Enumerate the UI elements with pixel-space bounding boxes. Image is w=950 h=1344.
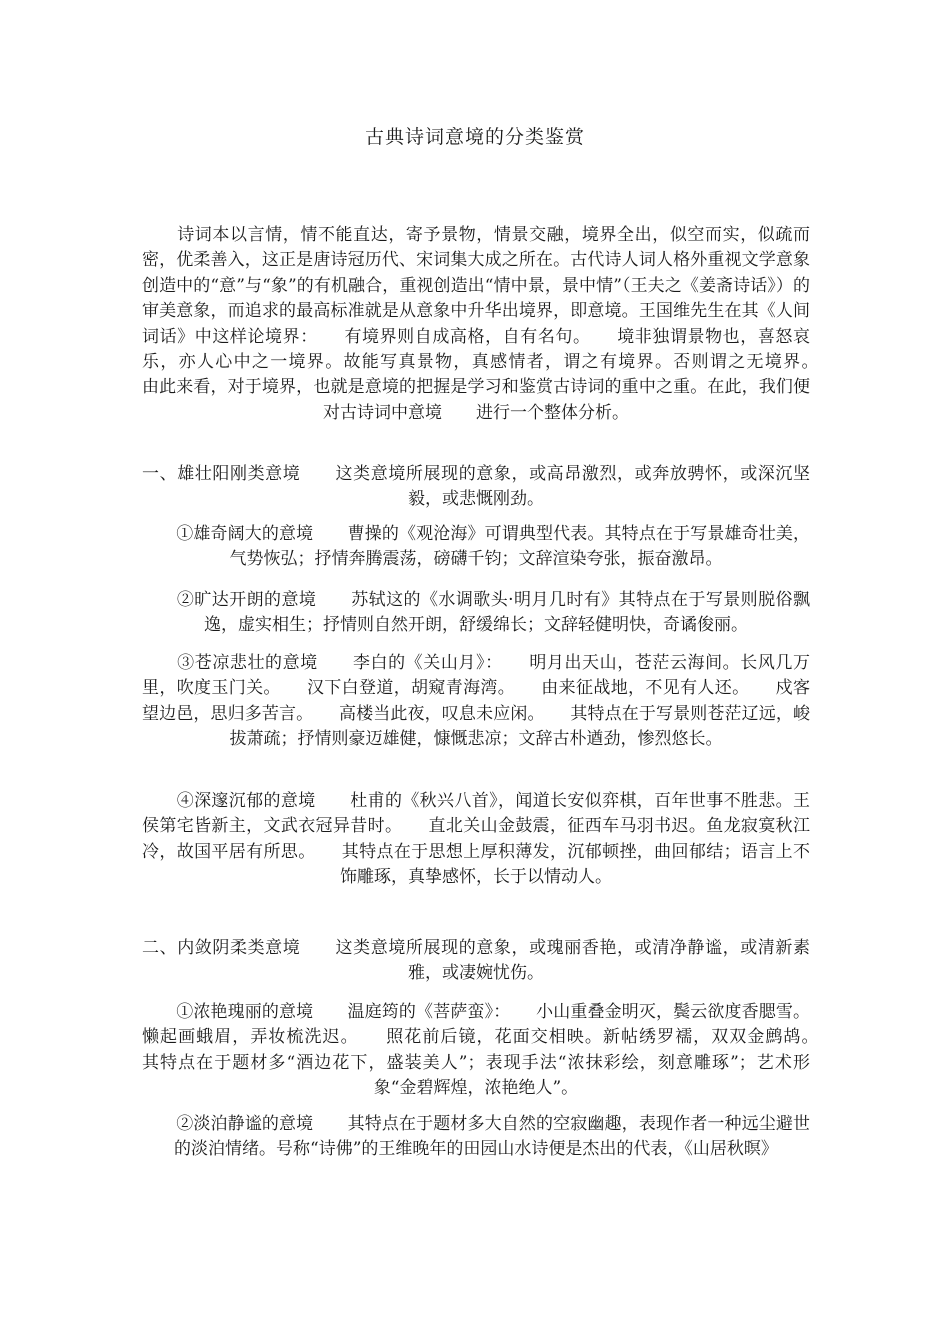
section-heading-1: 一、雄壮阳刚类意境 这类意境所展现的意象，或高昂激烈，或奔放骋怀，或深沉坚毅，或悲慨刚劲。 — [142, 464, 810, 510]
section-1-item-4: ④深邃沉郁的意境 杜甫的《秋兴八首》，闻道长安似弈棋，百年世事不胜悲。王侯第宅皆新主，文武衣冠异昔时。 直北关山金鼓震，征西车马羽书迟。鱼龙寂寞秋江冷，故国平居有所思。 其特点在于思想上厚积薄发，沉郁顿挫，曲回郁结；语言上不饰雕琢，真挚感怀，长于以情动人。 — [142, 791, 810, 888]
section-1-item-3: ③苍凉悲壮的意境 李白的《关山月》： 明月出天山，苍茫云海间。长风几万里，吹度玉门关。 汉下白登道，胡窥青海湾。 由来征战地，不见有人还。 戍客望边邑，思归多苦言。 高楼当此夜，叹息未应闲。 其特点在于写景则苍茫辽远，峻拔萧疏；抒情则豪迈雄健，慷慨悲凉；文辞古朴遒劲，惨烈悠长。 — [142, 653, 810, 750]
document-title: 古典诗词意境的分类鉴赏 — [364, 126, 585, 148]
section-2-item-1: ①浓艳瑰丽的意境 温庭筠的《菩萨蛮》： 小山重叠金明灭，鬓云欲度香腮雪。懒起画蛾眉，弄妆梳洗迟。 照花前后镜，花面交相映。新帖绣罗襦，双双金鹧鸪。 其特点在于题材多“酒边花下，盛装美人”；表现手法“浓抹彩绘，刻意雕琢”；艺术形象“金碧辉煌，浓艳绝人”。 — [142, 1002, 844, 1099]
section-1-item-1: ①雄奇阔大的意境 曹操的《观沧海》可谓典型代表。其特点在于写景雄奇壮美，气势恢弘；抒情奔腾震荡，磅礴千钧；文辞渲染夸张，振奋激昂。 — [142, 524, 810, 570]
intro-paragraph: 诗词本以言情，情不能直达，寄予景物，情景交融，境界全出，似空而实，似疏而密，优柔善入，这正是唐诗冠历代、宋词集大成之所在。古代诗人词人格外重视文学意象创造中的“意”与“象”的有机融合，重视创造出“情中景，景中情”（王夫之《姜斋诗话》）的审美意象，而追求的最高标准就是从意象中升华出境界，即意境。王国维先生在其《人间词话》中这样论境界： 有境界则自成高格，自有名句。 境非独谓景物也，喜怒哀乐，亦人心中之一境界。故能写真景物，真感情者，谓之有境界。否则谓之无境界。 由此来看，对于境界，也就是意境的把握是学习和鉴赏古诗词的重中之重。在此，我们便对古诗词中意境 进行一个整体分析。 — [142, 225, 844, 423]
section-2-item-2: ②淡泊静谧的意境 其特点在于题材多大自然的空寂幽趣，表现作者一种远尘避世的淡泊情绪。号称“诗佛”的王维晚年的田园山水诗便是杰出的代表，《山居秋暝》 — [142, 1114, 810, 1160]
section-1-item-2: ②旷达开朗的意境 苏轼这的《水调歌头·明月几时有》其特点在于写景则脱俗飘逸，虚实相生；抒情则自然开朗，舒缓绵长；文辞轻健明快，奇谲俊丽。 — [142, 590, 810, 636]
section-heading-2: 二、内敛阴柔类意境 这类意境所展现的意象，或瑰丽香艳，或清净静谧，或清新素雅，或凄婉忧伤。 — [142, 938, 810, 984]
